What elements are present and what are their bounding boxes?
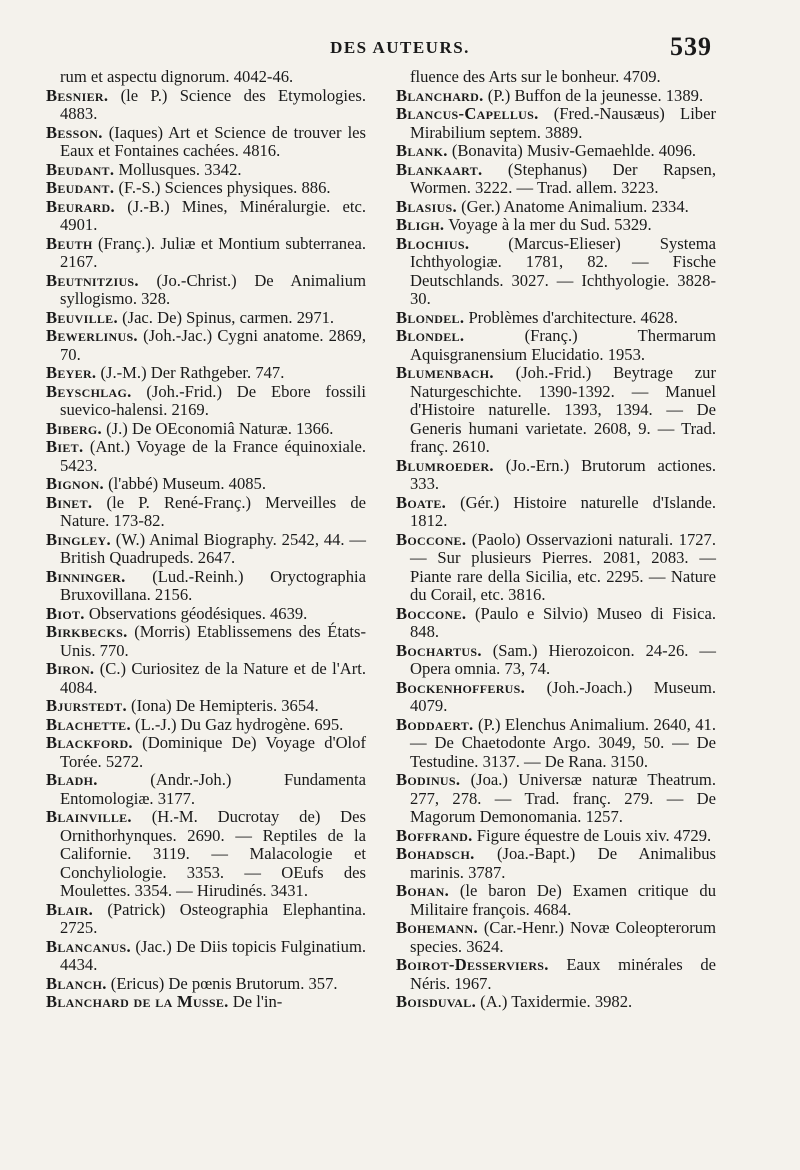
author-name: Blancanus. <box>46 936 131 956</box>
index-entry <box>46 808 366 901</box>
index-entry <box>396 605 716 642</box>
author-name: Blumroeder. <box>396 455 494 475</box>
author-name: Beyer. <box>46 363 97 382</box>
index-entry <box>396 919 716 956</box>
entry-text: (le P. René-Franç.) Merveilles de Nature. 173-82. <box>60 492 366 530</box>
left-column <box>46 68 366 1012</box>
entry-text: Problèmes d'architecture. 4628. <box>464 307 678 327</box>
author-name: Blachette. <box>46 714 131 734</box>
index-entry <box>46 124 366 161</box>
index-entry <box>396 142 716 161</box>
index-entry <box>46 87 366 124</box>
entry-text: (J.-M.) Der Rathgeber. 747. <box>96 363 285 382</box>
index-entry <box>46 475 366 494</box>
author-name: Bingley. <box>46 529 111 549</box>
entry-text: (Joh.-Frid.) Beytrage zur Naturgeschichte. 1390-1392. — Manuel d'Histoire naturelle. 1393, 1394. — De Generis humani varietate. 2608, 9. — Trad. franç. 2610. <box>410 363 716 456</box>
entry-text: (Andr.-Joh.) Fundamenta Entomologiæ. 3177. <box>60 770 366 808</box>
index-entry <box>396 161 716 198</box>
author-name: Boffrand. <box>396 825 473 845</box>
author-name: Biet. <box>46 437 84 456</box>
entry-text: (Fred.-Nausæus) Liber Mirabilium septem. 3889. <box>410 104 716 142</box>
entry-text: Eaux minérales de Néris. 1967. <box>410 955 716 993</box>
author-name: Boccone. <box>396 603 467 623</box>
entry-text: (Ger.) Anatome Animalium. 2334. <box>456 196 689 216</box>
entry-text: (Franç.). Juliæ et Montium subterranea. 2167. <box>60 233 366 271</box>
author-name: Bladh. <box>46 770 98 789</box>
index-entry <box>396 882 716 919</box>
author-name: Blank. <box>396 141 448 160</box>
entry-text: (Jo.-Christ.) De Animalium syllogismo. 328. <box>60 270 366 308</box>
entry-text: (C.) Curiositez de la Nature et de l'Art. 4084. <box>60 659 366 697</box>
index-entry <box>46 697 366 716</box>
author-name: Blair. <box>46 899 94 919</box>
entry-text: fluence des Arts sur le bonheur. 4709. <box>410 67 661 86</box>
index-entry <box>46 198 366 235</box>
index-entry <box>46 438 366 475</box>
right-column <box>396 68 716 1012</box>
author-name: Beyschlag. <box>46 381 132 401</box>
author-name: Beuville. <box>46 307 118 327</box>
index-entry <box>46 68 366 87</box>
author-name: Bewerlinus. <box>46 326 138 345</box>
entry-text: (Paolo) Osservazioni naturali. 1727. — Sur plusieurs Pierres. 2081, 2083. — Piante rare della Sicilia, etc. 2295. — Nature du Corail, etc. 3816. <box>410 529 716 604</box>
index-entry <box>396 68 716 87</box>
entry-text: (le P.) Science des Etymologies. 4883. <box>60 85 366 123</box>
entry-text: (le baron De) Examen critique du Militaire françois. 4684. <box>410 881 716 919</box>
entry-text: (Lud.-Reinh.) Oryctographia Bruxovillana. 2156. <box>60 566 366 604</box>
entry-text: (l'abbé) Museum. 4085. <box>104 474 266 493</box>
entry-text: (Dominique De) Voyage d'Olof Torée. 5272. <box>60 733 366 771</box>
author-name: Beutnitzius. <box>46 270 139 290</box>
entry-text: (F.-S.) Sciences physiques. 886. <box>114 178 331 197</box>
author-name: Blancus-Capellus. <box>396 104 539 123</box>
entry-text: (Paulo e Silvio) Museo di Fisica. 848. <box>410 603 716 641</box>
index-entry <box>46 327 366 364</box>
author-name: Biot. <box>46 603 85 623</box>
entry-text: (Joh.-Jac.) Cygni anatome. 2869, 70. <box>60 326 366 364</box>
entry-text: (W.) Animal Biography. 2542, 44. — British Quadrupeds. 2647. <box>60 529 366 567</box>
author-name: Blackford. <box>46 733 133 752</box>
entry-text: (Iaques) Art et Science de trouver les Eaux et Fontaines cachées. 4816. <box>60 122 366 160</box>
index-entry <box>46 993 366 1012</box>
entry-text: (Jo.-Ern.) Brutorum actiones. 333. <box>410 455 716 493</box>
index-entry <box>396 956 716 993</box>
index-entry <box>46 364 366 383</box>
index-entry <box>46 494 366 531</box>
index-entry <box>396 827 716 846</box>
author-name: Besnier. <box>46 85 109 105</box>
index-entry <box>46 605 366 624</box>
author-name: Bohadsch. <box>396 844 475 863</box>
author-name: Biron. <box>46 659 95 678</box>
index-entry <box>46 660 366 697</box>
author-name: Bjurstedt. <box>46 696 127 715</box>
author-name: Blondel. <box>396 307 465 327</box>
entry-text: (Joh.-Frid.) De Ebore fossili suevico-halensi. 2169. <box>60 381 366 419</box>
author-name: Blasius. <box>396 196 457 216</box>
entry-text: Figure équestre de Louis xiv. 4729. <box>472 825 712 845</box>
author-name: Blondel. <box>396 326 465 345</box>
running-title: DES AUTEURS. <box>330 38 470 57</box>
entry-text: (H.-M. Ducrotay de) Des Ornithorhynques. 2690. — Reptiles de la Californie. 3119. — Malacologie et Conchyliologie. 3353. — OEufs des Moulettes. 3354. — Hirudinés. 3431. <box>60 807 366 900</box>
index-entry <box>396 494 716 531</box>
index-entry <box>46 623 366 660</box>
index-entry <box>396 235 716 309</box>
entry-text: (J.) De OEconomiâ Naturæ. 1366. <box>102 418 334 438</box>
index-entry <box>46 975 366 994</box>
entry-text: (P.) Buffon de la jeunesse. 1389. <box>483 85 704 105</box>
author-name: Blumenbach. <box>396 363 494 382</box>
author-name: Bockenhofferus. <box>396 677 526 697</box>
author-name: Bodinus. <box>396 770 461 789</box>
index-entry <box>46 161 366 180</box>
entry-text: (Iona) De Hemipteris. 3654. <box>126 696 319 715</box>
index-entry <box>396 309 716 328</box>
entry-text: (Jac. De) Spinus, carmen. 2971. <box>117 307 335 327</box>
author-name: Beuth <box>46 233 93 253</box>
entry-text: (Sam.) Hierozoicon. 24-26. — Opera omnia. 73, 74. <box>410 640 716 678</box>
entry-text: (J.-B.) Mines, Minéralurgie. etc. 4901. <box>60 196 366 234</box>
author-name: Blanchard de la Musse. <box>46 992 229 1011</box>
entry-text: (Joh.-Joach.) Museum. 4079. <box>410 677 716 715</box>
entry-text: (Ericus) De pœnis Brutorum. 357. <box>106 973 338 993</box>
index-entry <box>396 679 716 716</box>
author-name: Boccone. <box>396 529 467 549</box>
index-entry <box>46 734 366 771</box>
index-entry <box>396 716 716 772</box>
entry-text: (Car.-Henr.) Novæ Coleopterorum species. 3624. <box>410 918 716 956</box>
entry-text: Voyage à la mer du Sud. 5329. <box>444 215 652 234</box>
page-number: 539 <box>670 32 712 61</box>
entry-text: (Jac.) De Diis topicis Fulginatium. 4434. <box>60 936 366 974</box>
author-name: Binninger. <box>46 566 126 586</box>
index-entry <box>46 420 366 439</box>
author-name: Blanch. <box>46 973 107 993</box>
author-name: Blanchard. <box>396 85 484 105</box>
index-entry <box>46 235 366 272</box>
author-name: Besson. <box>46 122 103 142</box>
author-name: Boddaert. <box>396 714 474 734</box>
author-name: Beurard. <box>46 196 115 216</box>
page-header <box>0 34 800 64</box>
author-name: Boate. <box>396 492 447 512</box>
author-name: Boisduval. <box>396 992 477 1011</box>
entry-text: (Ant.) Voyage de la France équinoxiale. 5423. <box>60 437 366 475</box>
entry-text: rum et aspectu dignorum. 4042-46. <box>60 67 294 86</box>
entry-text: (Patrick) Osteographia Elephantina. 2725. <box>60 899 366 937</box>
index-entry <box>396 457 716 494</box>
author-name: Biberg. <box>46 418 102 438</box>
author-name: Bligh. <box>396 215 445 234</box>
author-name: Bignon. <box>46 474 104 493</box>
entry-text: (L.-J.) Du Gaz hydrogène. 695. <box>130 714 344 734</box>
entry-text: (Franç.) Thermarum Aquisgranensium Elucidatio. 1953. <box>410 326 716 364</box>
entry-text: (A.) Taxidermie. 3982. <box>476 992 633 1011</box>
index-entry <box>396 993 716 1012</box>
author-name: Beudant. <box>46 159 115 179</box>
index-entry <box>396 642 716 679</box>
author-name: Bohemann. <box>396 918 478 937</box>
entry-text: Mollusques. 3342. <box>114 159 242 179</box>
index-entry <box>396 198 716 217</box>
entry-text: (Gér.) Histoire naturelle d'Islande. 1812. <box>410 492 716 530</box>
index-entry <box>396 531 716 605</box>
index-entry <box>46 272 366 309</box>
entry-text: (Stephanus) Der Rapsen, Wormen. 3222. — Trad. allem. 3223. <box>410 159 716 197</box>
index-entry <box>46 179 366 198</box>
entry-text: Observations géodésiques. 4639. <box>84 603 308 623</box>
index-entry <box>46 309 366 328</box>
author-name: Blainville. <box>46 807 132 826</box>
entry-text: (Joa.) Universæ naturæ Theatrum. 277, 278. — Trad. franç. 279. — De Magorum Demonomania. 1257. <box>410 770 716 826</box>
entry-text: (Marcus-Elieser) Systema Ichthyologiæ. 1781, 82. — Fische Deutschlands. 3027. — Ichthyologie. 3828-30. <box>410 233 716 308</box>
index-entry <box>46 901 366 938</box>
index-entry <box>396 771 716 827</box>
entry-text: (Joa.-Bapt.) De Animalibus marinis. 3787. <box>410 844 716 882</box>
index-entry <box>46 771 366 808</box>
index-entry <box>396 216 716 235</box>
author-name: Blankaart. <box>396 159 483 179</box>
index-entry <box>396 364 716 457</box>
author-name: Beudant. <box>46 178 115 197</box>
author-name: Bochartus. <box>396 640 482 660</box>
index-entry <box>396 87 716 106</box>
entry-text: De l'in- <box>228 992 283 1011</box>
entry-text: (P.) Elenchus Animalium. 2640, 41. — De Chaetodonte Argo. 3049, 50. — De Testudine. 3137. — De Rana. 3150. <box>410 714 716 771</box>
author-name: Bohan. <box>396 881 450 900</box>
author-name: Boirot-Desserviers. <box>396 955 549 974</box>
index-entry <box>46 568 366 605</box>
entry-text: (Morris) Etablissemens des États-Unis. 770. <box>60 622 366 660</box>
index-entry <box>396 105 716 142</box>
author-name: Birkbecks. <box>46 622 128 641</box>
index-entry <box>46 383 366 420</box>
index-entry <box>46 938 366 975</box>
author-name: Blochius. <box>396 233 470 253</box>
entry-text: (Bonavita) Musiv-Gemaehlde. 4096. <box>447 141 697 160</box>
index-entry <box>396 327 716 364</box>
index-entry <box>396 845 716 882</box>
author-name: Binet. <box>46 492 93 512</box>
index-entry <box>46 716 366 735</box>
index-entry <box>46 531 366 568</box>
